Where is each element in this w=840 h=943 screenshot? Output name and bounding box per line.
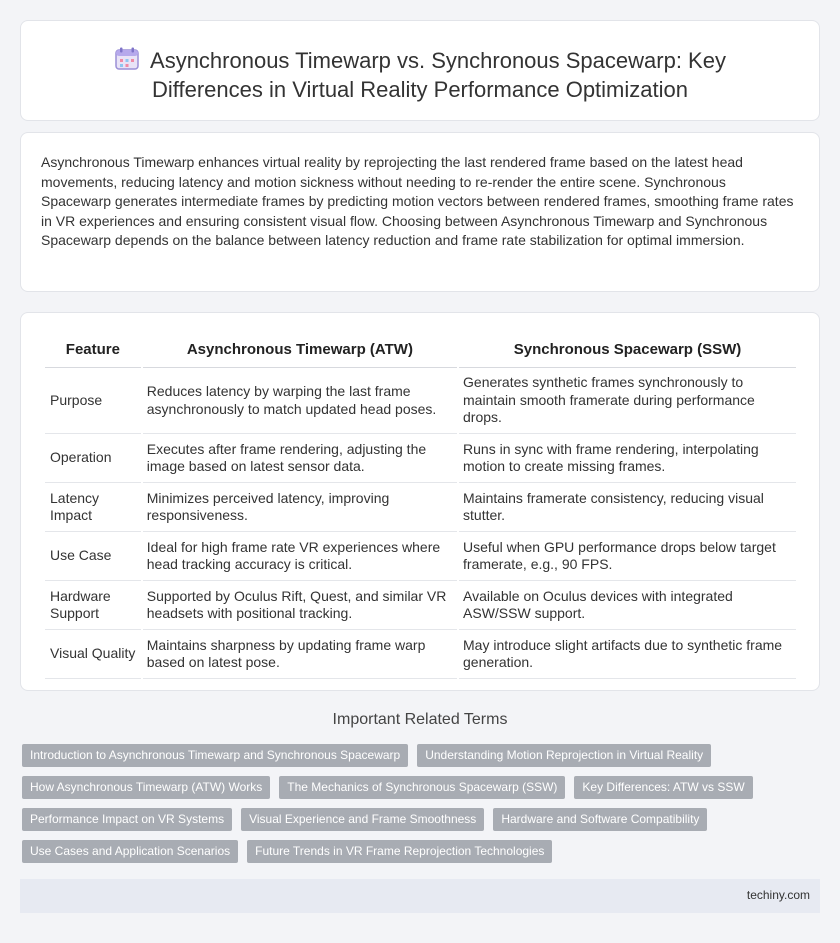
ssw-cell: Runs in sync with frame rendering, interpolating motion to create missing frames. <box>459 434 796 483</box>
related-term-tag[interactable]: Performance Impact on VR Systems <box>22 808 232 831</box>
table-row <box>45 368 796 434</box>
table-row <box>45 434 796 483</box>
feature-cell: Hardware Support <box>45 581 141 630</box>
title-line-2: Differences in Virtual Reality Performance Optimization <box>152 77 688 102</box>
related-term-tag[interactable]: Understanding Motion Reprojection in Virtual Reality <box>417 744 711 767</box>
summary-card <box>20 132 820 292</box>
atw-cell: Reduces latency by warping the last frame asynchronously to match updated head poses. <box>143 368 457 434</box>
ssw-cell: Available on Oculus devices with integrated ASW/SSW support. <box>459 581 796 630</box>
atw-cell: Minimizes perceived latency, improving responsiveness. <box>143 483 457 532</box>
footer <box>20 879 820 913</box>
ssw-cell: Generates synthetic frames synchronously to maintain smooth framerate during performance drops. <box>459 368 796 434</box>
related-term-tag[interactable]: Hardware and Software Compatibility <box>493 808 707 831</box>
related-term-tag[interactable]: Key Differences: ATW vs SSW <box>574 776 752 799</box>
related-term-tag[interactable]: The Mechanics of Synchronous Spacewarp (SSW) <box>279 776 565 799</box>
related-term-tag[interactable]: Future Trends in VR Frame Reprojection Technologies <box>247 840 552 863</box>
feature-cell: Purpose <box>45 368 141 434</box>
table-header-row <box>45 335 796 368</box>
column-header-ssw: Synchronous Spacewarp (SSW) <box>459 335 796 368</box>
comparison-table <box>43 335 798 679</box>
table-row <box>45 532 796 581</box>
feature-cell: Use Case <box>45 532 141 581</box>
feature-cell: Visual Quality <box>45 630 141 679</box>
atw-cell: Supported by Oculus Rift, Quest, and similar VR headsets with positional tracking. <box>143 581 457 630</box>
related-term-tag[interactable]: How Asynchronous Timewarp (ATW) Works <box>22 776 270 799</box>
column-header-atw: Asynchronous Timewarp (ATW) <box>143 335 457 368</box>
title-line-1: Asynchronous Timewarp vs. Synchronous Spacewarp: Key <box>150 48 726 73</box>
atw-cell: Executes after frame rendering, adjusting the image based on latest sensor data. <box>143 434 457 483</box>
calendar-icon <box>114 47 140 71</box>
footer-site-name[interactable]: techiny.com <box>746 888 810 902</box>
atw-cell: Ideal for high frame rate VR experiences where head tracking accuracy is critical. <box>143 532 457 581</box>
ssw-cell: Useful when GPU performance drops below target framerate, e.g., 90 FPS. <box>459 532 796 581</box>
atw-cell: Maintains sharpness by updating frame warp based on latest pose. <box>143 630 457 679</box>
page-title <box>21 46 819 104</box>
feature-cell: Operation <box>45 434 141 483</box>
table-row <box>45 630 796 679</box>
related-term-tag[interactable]: Introduction to Asynchronous Timewarp and Synchronous Spacewarp <box>22 744 408 767</box>
related-terms-tags <box>22 744 812 863</box>
ssw-cell: Maintains framerate consistency, reducing visual stutter. <box>459 483 796 532</box>
table-row <box>45 483 796 532</box>
comparison-table-card <box>20 312 820 691</box>
related-terms-title: Important Related Terms <box>332 711 508 728</box>
column-header-feature: Feature <box>45 335 141 368</box>
summary-text: Asynchronous Timewarp enhances virtual reality by reprojecting the last rendered frame based on the latest head movements, reducing latency and motion sickness without needing to re-render the entire scene. Synchronous Spacewarp generates intermediate frames by predicting motion vectors between rendered frames, smoothing frame rates in VR experiences and ensuring consistent visual flow. Choosing between Asynchronous Timewarp and Synchronous Spacewarp depends on the balance between latency reduction and frame rate stabilization for optimal immersion. <box>41 154 794 249</box>
ssw-cell: May introduce slight artifacts due to synthetic frame generation. <box>459 630 796 679</box>
related-term-tag[interactable]: Use Cases and Application Scenarios <box>22 840 238 863</box>
title-card <box>20 20 820 121</box>
table-row <box>45 581 796 630</box>
related-term-tag[interactable]: Visual Experience and Frame Smoothness <box>241 808 484 831</box>
feature-cell: Latency Impact <box>45 483 141 532</box>
